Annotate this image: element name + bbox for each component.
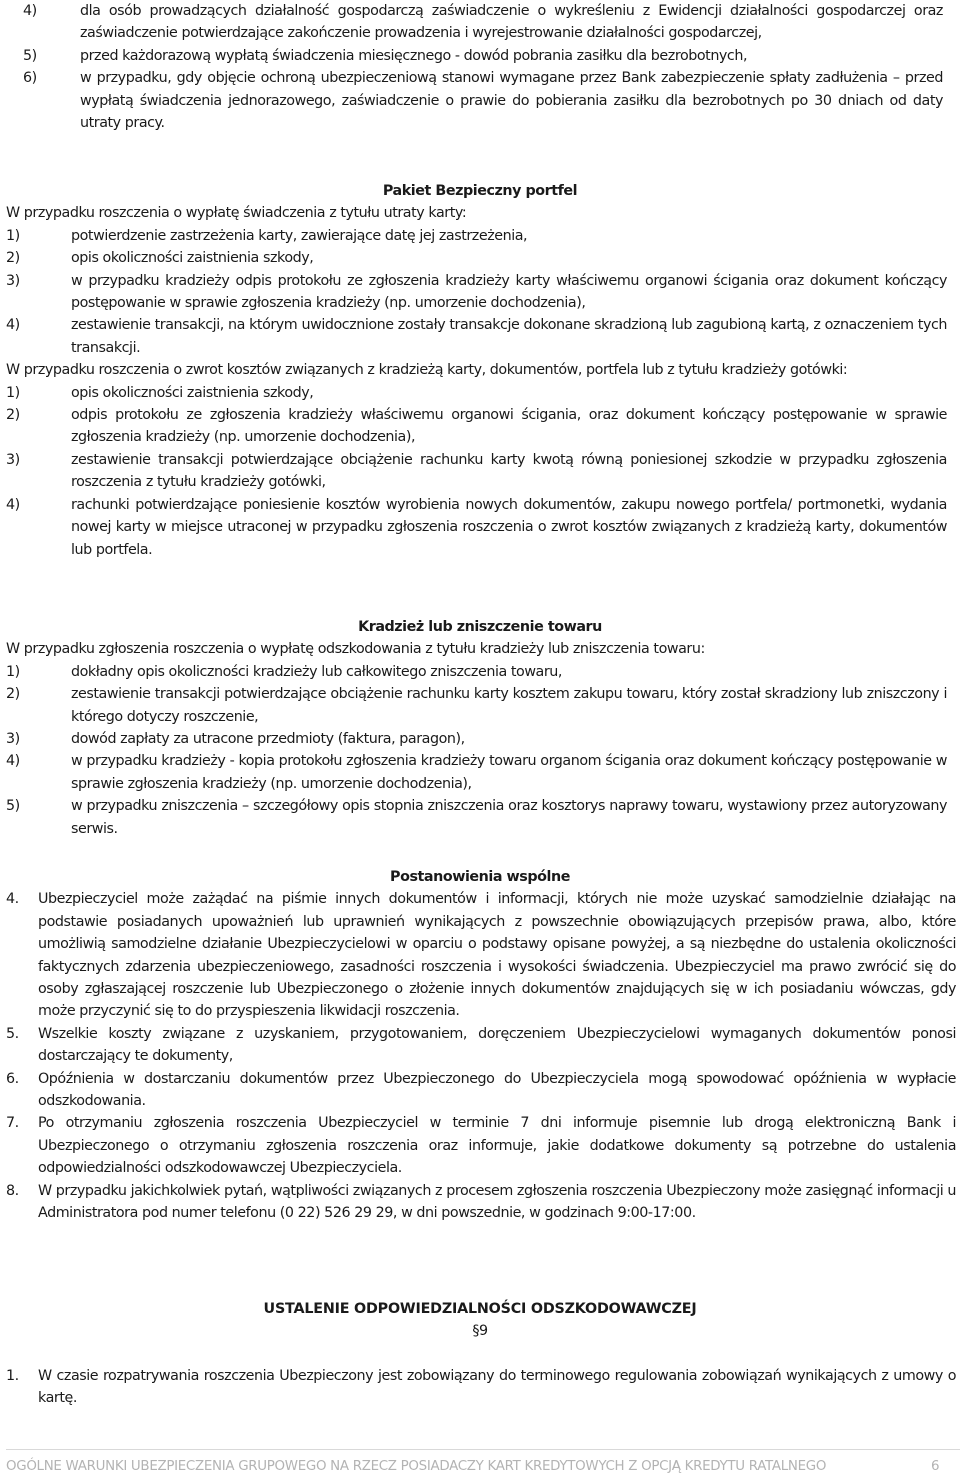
list-item-number: 2) bbox=[6, 407, 20, 424]
section-kradziez-towaru bbox=[0, 616, 960, 840]
list-item-number: 4) bbox=[6, 317, 20, 334]
list-item bbox=[0, 728, 947, 750]
list-item-number: 6) bbox=[23, 70, 37, 87]
list-item bbox=[0, 1180, 956, 1225]
list-item-number: 3) bbox=[6, 272, 20, 289]
list-item-text: dla osób prowadzących działalność gospodarczą zaświadczenie o wykreśleniu z Ewidencji działalności gospodarczej oraz zaświadczenie potwierdzające zakończenie prowadzenia i wyrejestrowanie działalności gospodarczej, bbox=[80, 3, 943, 42]
list-item-number: 2) bbox=[6, 686, 20, 703]
section-heading: Kradzież lub zniszczenie towaru bbox=[358, 619, 602, 635]
list-item-number: 3) bbox=[6, 451, 20, 468]
list-item bbox=[0, 0, 943, 45]
footer-title: OGÓLNE WARUNKI UBEZPIECZENIA GRUPOWEGO NA RZECZ POSIADACZY KART KREDYTOWYCH Z OPCJĄ KREDYTU RATALNEGO bbox=[6, 1459, 827, 1474]
section-intro: W przypadku roszczenia o zwrot kosztów związanych z kradzieżą karty, dokumentów, portfela lub z tytułu kradzieży gotówki: bbox=[6, 362, 848, 379]
list-item-text: rachunki potwierdzające poniesienie kosztów wyrobienia nowych dokumentów, zakupu nowego portfela/ portmonetki, wydania nowej karty w miejsce utraconej w przypadku zgłoszenia roszczenia o zwrot kosztów związanych z kradzieżą karty, dokumentów lub portfela. bbox=[71, 496, 947, 558]
list-item-text: dokładny opis okoliczności kradzieży lub całkowitego zniszczenia towaru, bbox=[71, 663, 563, 680]
list-item-number: 1) bbox=[6, 227, 20, 244]
page-footer bbox=[0, 1456, 960, 1478]
list-item bbox=[0, 1112, 956, 1179]
list-item-text: Ubezpieczyciel może zażądać na piśmie innych dokumentów i informacji, których nie może uzyskać samodzielnie działając na podstawie posiadanych upoważnień lub uprawnień wynikających z powszechnie obowiązujących przepisów prawa, albo, które umożliwią samodzielne działanie Ubezpieczycielowi w oparciu o podstawy opisane powyżej, a są niezbędne do ustalenia okoliczności faktycznych zdarzenia ubezpieczeniowego, zasadności roszczenia i wysokości świadczenia. Ubezpieczyciel ma prawo zwrócić się do osoby zgłaszającej roszczenie lub Ubezpieczonego o złożenie innych dokumentów znajdujących się w ich posiadaniu wówczas, gdy może przyczynić się to do przyspieszenia likwidacji roszczenia. bbox=[38, 891, 956, 1020]
list-item-text: dowód zapłaty za utracone przedmioty (faktura, paragon), bbox=[71, 731, 465, 748]
list-item-number: 1) bbox=[6, 663, 20, 680]
list-item-text: opis okoliczności zaistnienia szkody, bbox=[71, 250, 314, 267]
section-heading: Pakiet Bezpieczny portfel bbox=[382, 183, 578, 199]
claim-documents-list bbox=[0, 225, 960, 359]
list-item bbox=[0, 750, 947, 795]
list-item-number: 1. bbox=[6, 1367, 19, 1384]
section-pakiet-bezpieczny-portfel bbox=[0, 180, 960, 561]
list-item-text: Wszelkie koszty związane z uzyskaniem, przygotowaniem, doręczeniem Ubezpieczycielowi wymaganych dokumentów ponosi dostarczający te dokumenty, bbox=[38, 1025, 956, 1065]
list-item bbox=[0, 1023, 956, 1068]
section-intro: W przypadku zgłoszenia roszczenia o wypłatę odszkodowania z tytułu kradzieży lub zniszczenia towaru: bbox=[6, 641, 705, 658]
section-heading: Postanowienia wspólne bbox=[390, 869, 570, 885]
list-item-number: 3) bbox=[6, 731, 20, 748]
list-item bbox=[0, 382, 947, 404]
page-number: 6 bbox=[931, 1459, 940, 1474]
list-item-text: w przypadku kradzieży - kopia protokołu zgłoszenia kradzieży towaru organom ścigania oraz dokument kończący postępowanie w sprawie zgłoszenia kradzieży (np. umorzenie dochodzenia), bbox=[71, 753, 947, 792]
section-ustalenie-odpowiedzialnosci bbox=[0, 1298, 960, 1410]
list-item-text: zestawienie transakcji potwierdzające obciążenie rachunku karty kosztem zakupu towaru, który został skradziony lub zniszczony i którego dotyczy roszczenie, bbox=[71, 686, 947, 725]
list-item-number: 8. bbox=[6, 1182, 19, 1199]
list-item-number: 6. bbox=[6, 1070, 19, 1087]
list-item-text: potwierdzenie zastrzeżenia karty, zawierające datę jej zastrzeżenia, bbox=[71, 227, 528, 244]
list-item-text: w przypadku, gdy objęcie ochroną ubezpieczeniową stanowi wymagane przez Bank zabezpieczenie spłaty zadłużenia – przed wypłatą świadczenia jednorazowego, zaświadczenie o prawie do pobierania zasiłku dla bezrobotnych po 30 dniach od daty utraty pracy. bbox=[80, 70, 943, 132]
list-item bbox=[0, 1365, 956, 1410]
liability-list bbox=[0, 1365, 960, 1410]
list-item bbox=[0, 45, 943, 67]
list-item-number: 5. bbox=[6, 1025, 19, 1042]
list-item-number: 5) bbox=[6, 798, 20, 815]
list-item bbox=[0, 683, 947, 728]
list-item-text: Po otrzymaniu zgłoszenia roszczenia Ubezpieczyciel w terminie 7 dni informuje pisemnie lub drogą elektroniczną Bank i Ubezpieczonego o otrzymaniu zgłoszenia roszczenia oraz informuje, jakie dodatkowe dokumenty są potrzebne do ustalenia odpowiedzialności odszkodowawczej Ubezpieczyciela. bbox=[38, 1115, 956, 1177]
list-item bbox=[0, 270, 947, 315]
list-item bbox=[0, 67, 943, 134]
list-item bbox=[0, 888, 956, 1022]
list-item-number: 1) bbox=[6, 384, 20, 401]
list-item-number: 4. bbox=[6, 891, 19, 908]
list-item bbox=[0, 247, 947, 269]
list-item-text: w przypadku kradzieży odpis protokołu ze zgłoszenia kradzieży karty właściwemu organowi ścigania oraz dokument kończący postępowanie w sprawie zgłoszenia kradzieży (np. umorzenie dochodzenia), bbox=[71, 272, 947, 312]
list-item bbox=[0, 1068, 956, 1113]
list-item-text: odpis protokołu ze zgłoszenia kradzieży właściwemu organowi ścigania, oraz dokument kończący postępowanie w sprawie zgłoszenia kradzieży (np. umorzenie dochodzenia), bbox=[71, 407, 947, 446]
list-item-number: 2) bbox=[6, 250, 20, 267]
top-list bbox=[0, 0, 960, 134]
list-item bbox=[0, 795, 947, 840]
list-item-text: w przypadku zniszczenia – szczegółowy opis stopnia zniszczenia oraz kosztorys naprawy towaru, wystawiony przez autoryzowany serwis. bbox=[71, 798, 947, 837]
list-item-text: zestawienie transakcji, na którym uwidocznione zostały transakcje dokonane skradzioną lub zagubioną kartą, z oznaczeniem tych transakcji. bbox=[71, 317, 947, 356]
list-item-text: zestawienie transakcji potwierdzające obciążenie rachunku karty kwotą równą poniesionej szkodzie w przypadku zgłoszenia roszczenia z tytułu kradzieży gotówki, bbox=[71, 451, 947, 491]
list-item bbox=[0, 404, 947, 449]
list-item bbox=[0, 225, 947, 247]
section-postanowienia-wspolne bbox=[0, 866, 960, 1225]
list-item-number: 7. bbox=[6, 1115, 19, 1132]
list-item-text: przed każdorazową wypłatą świadczenia miesięcznego - dowód pobrania zasiłku dla bezrobotnych, bbox=[80, 47, 748, 64]
list-item-text: W czasie rozpatrywania roszczenia Ubezpieczony jest zobowiązany do terminowego regulowania zobowiązań wynikających z umowy o kartę. bbox=[38, 1367, 956, 1407]
list-item-text: W przypadku jakichkolwiek pytań, wątpliwości związanych z procesem zgłoszenia roszczenia Ubezpieczony może zasięgnąć informacji u Administratora pod numer telefonu (0 22) 526 29 29, w dni powszednie, w godzinach 9:00-17:00. bbox=[38, 1182, 956, 1222]
chapter-heading: USTALENIE ODPOWIEDZIALNOŚCI ODSZKODOWAWCZEJ bbox=[263, 1301, 697, 1317]
section-intro: W przypadku roszczenia o wypłatę świadczenia z tytułu utraty karty: bbox=[6, 205, 467, 222]
list-item bbox=[0, 661, 947, 683]
list-item-text: Opóźnienia w dostarczaniu dokumentów przez Ubezpieczonego do Ubezpieczyciela mogą spowodować opóźnienia w wypłacie odszkodowania. bbox=[38, 1070, 956, 1110]
list-item-number: 4) bbox=[6, 753, 20, 770]
list-item-number: 4) bbox=[23, 3, 37, 19]
list-item bbox=[0, 494, 947, 561]
list-item-number: 5) bbox=[23, 47, 37, 64]
claim-documents-list bbox=[0, 382, 960, 561]
provisions-list bbox=[0, 888, 960, 1224]
footer-divider bbox=[6, 1449, 960, 1450]
list-item bbox=[0, 449, 947, 494]
claim-documents-list bbox=[0, 661, 960, 840]
list-item-text: opis okoliczności zaistnienia szkody, bbox=[71, 384, 314, 401]
list-item bbox=[0, 314, 947, 359]
list-item-number: 4) bbox=[6, 496, 20, 513]
paragraph-number: §9 bbox=[472, 1323, 488, 1340]
